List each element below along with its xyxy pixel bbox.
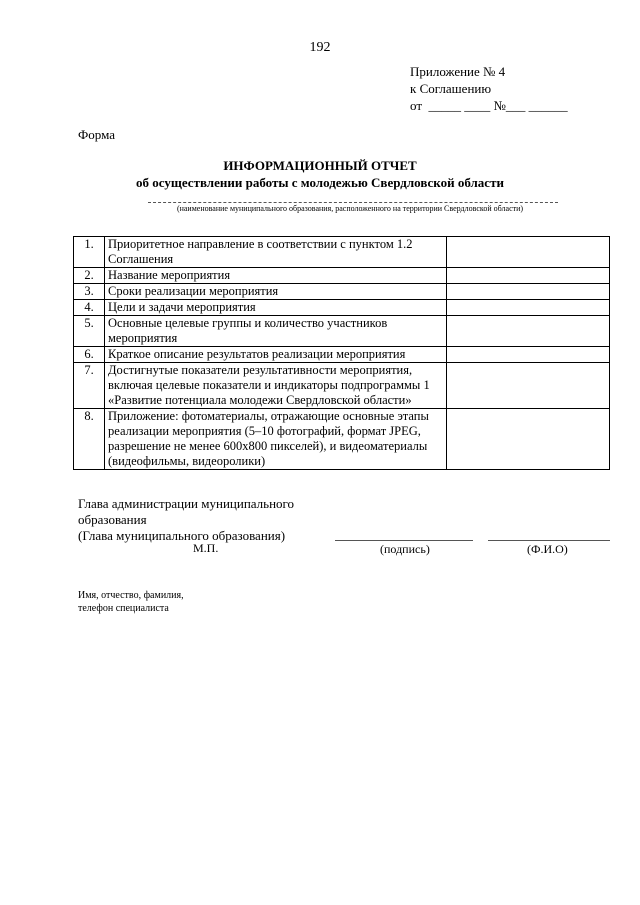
municipality-name-caption: (наименование муниципального образования, расположенного на территории Свердловской области) — [176, 204, 524, 213]
signatory-line-3: (Глава муниципального образования) — [78, 528, 286, 543]
row-description: Название мероприятия — [105, 268, 447, 284]
appendix-block — [410, 63, 568, 114]
row-description: Основные целевые группы и количество участников мероприятия — [105, 316, 447, 347]
document-title: ИНФОРМАЦИОННЫЙ ОТЧЕТ — [223, 158, 417, 173]
signatory-block — [78, 496, 294, 544]
row-value-field[interactable] — [447, 300, 610, 316]
row-number: 4. — [74, 300, 105, 316]
row-description: Достигнутые показатели результативности мероприятия, включая целевые показатели и индикаторы подпрограммы 1 «Развитие потенциала молодежи Свердловской области» — [105, 363, 447, 409]
row-description: Краткое описание результатов реализации мероприятия — [105, 347, 447, 363]
signatory-line-1: Глава администрации муниципального — [78, 496, 295, 511]
table-row — [74, 237, 610, 268]
row-number: 2. — [74, 268, 105, 284]
row-value-field[interactable] — [447, 316, 610, 347]
appendix-line-1: Приложение № 4 — [410, 64, 506, 79]
appendix-line-2: к Соглашению — [410, 81, 492, 96]
signature-line — [335, 540, 473, 541]
row-value-field[interactable] — [447, 409, 610, 470]
row-number: 1. — [74, 237, 105, 268]
page-number: 192 — [309, 40, 331, 55]
row-description: Приложение: фотоматериалы, отражающие основные этапы реализации мероприятия (5–10 фотографий, формат JPEG, разрешение не менее 600х800 пикселей), и видеоматериалы (видеофильмы, видеоролики) — [105, 409, 447, 470]
row-description: Приоритетное направление в соответствии с пунктом 1.2 Соглашения — [105, 237, 447, 268]
table-row — [74, 284, 610, 300]
specialist-block — [78, 589, 184, 615]
fio-line — [488, 540, 610, 541]
table-row — [74, 409, 610, 470]
row-number: 3. — [74, 284, 105, 300]
row-value-field[interactable] — [447, 237, 610, 268]
seal-placeholder: М.П. — [193, 541, 219, 555]
appendix-line-3: от _____ ____ №___ ______ — [410, 98, 568, 113]
table-row — [74, 268, 610, 284]
row-number: 7. — [74, 363, 105, 409]
table-row — [74, 363, 610, 409]
row-description: Сроки реализации мероприятия — [105, 284, 447, 300]
row-description: Цели и задачи мероприятия — [105, 300, 447, 316]
form-label: Форма — [78, 127, 115, 142]
row-value-field[interactable] — [447, 347, 610, 363]
specialist-line-2: телефон специалиста — [78, 603, 169, 614]
row-number: 6. — [74, 347, 105, 363]
row-value-field[interactable] — [447, 284, 610, 300]
row-value-field[interactable] — [447, 363, 610, 409]
row-number: 8. — [74, 409, 105, 470]
table-row — [74, 347, 610, 363]
specialist-line-1: Имя, отчество, фамилия, — [78, 590, 184, 601]
report-table — [73, 236, 610, 470]
document-subtitle: об осуществлении работы с молодежью Свердловской области — [136, 175, 504, 190]
signatory-line-2: образования — [78, 512, 147, 527]
signature-caption: (подпись) — [380, 542, 430, 556]
row-value-field[interactable] — [447, 268, 610, 284]
fio-caption: (Ф.И.О) — [527, 542, 568, 556]
row-number: 5. — [74, 316, 105, 347]
table-row — [74, 316, 610, 347]
municipality-name-line — [148, 202, 558, 203]
table-row — [74, 300, 610, 316]
